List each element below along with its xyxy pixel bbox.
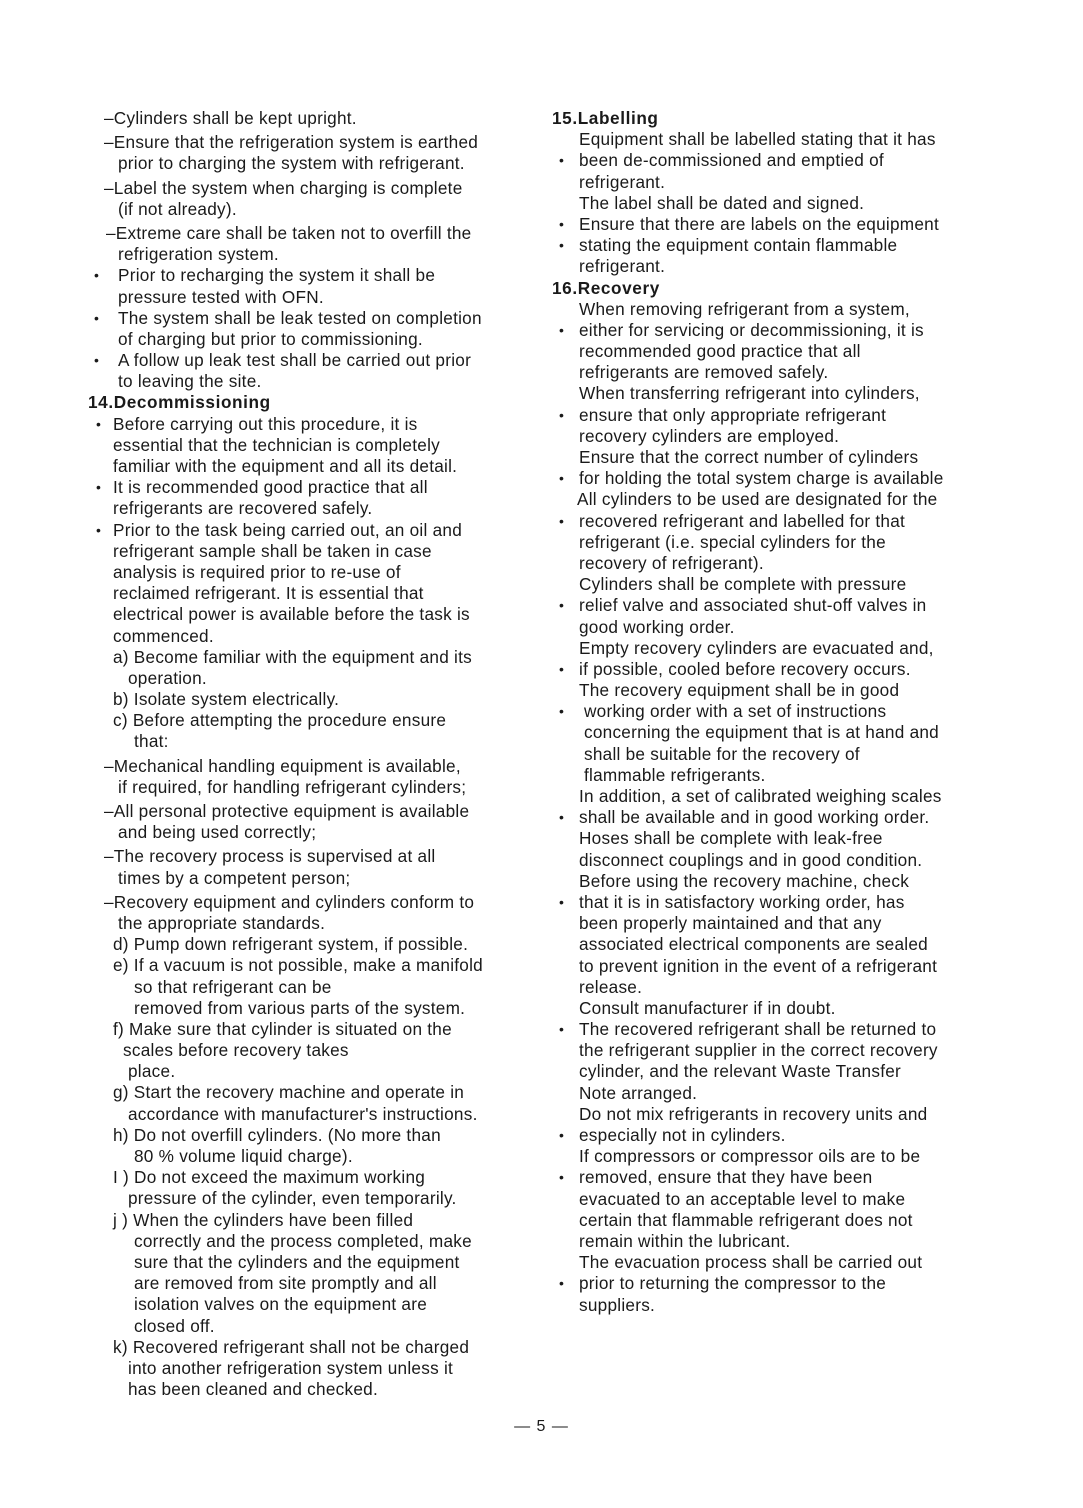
text-line bbox=[552, 913, 1012, 934]
line-text: suppliers. bbox=[579, 1294, 656, 1315]
line-text: prior to returning the compressor to the bbox=[579, 1273, 887, 1294]
text-line bbox=[552, 701, 1012, 722]
text-line bbox=[552, 680, 1012, 701]
line-text: removed from various parts of the system. bbox=[134, 997, 466, 1018]
text-line bbox=[88, 223, 548, 244]
bullet-icon: • bbox=[559, 1021, 565, 1038]
text-line bbox=[88, 520, 548, 541]
line-text: associated electrical components are sealed bbox=[579, 934, 928, 955]
bullet-icon: • bbox=[559, 1127, 565, 1143]
line-text: and being used correctly; bbox=[118, 822, 317, 843]
line-text: 16.Recovery bbox=[552, 277, 660, 298]
text-line bbox=[88, 604, 548, 625]
line-text: to leaving the site. bbox=[118, 371, 262, 392]
line-text: Hoses shall be complete with leak-free bbox=[579, 828, 883, 849]
text-line bbox=[88, 1273, 548, 1294]
text-line bbox=[88, 1252, 548, 1273]
text-line bbox=[552, 1125, 1012, 1146]
line-text: disconnect couplings and in good condition. bbox=[579, 849, 923, 870]
line-text: The evacuation process shall be carried out bbox=[579, 1252, 923, 1273]
text-line bbox=[88, 689, 548, 710]
text-line bbox=[88, 1337, 548, 1358]
line-text: accordance with manufacturer's instructions. bbox=[128, 1103, 478, 1124]
line-text: times by a competent person; bbox=[118, 867, 351, 888]
text-line bbox=[88, 583, 548, 604]
section-heading bbox=[552, 278, 1012, 299]
line-text: that it is in satisfactory working order, has bbox=[579, 891, 905, 912]
text-line bbox=[88, 756, 548, 777]
line-text: c) Before attempting the procedure ensure bbox=[113, 710, 447, 731]
text-line bbox=[88, 710, 548, 731]
line-text: refrigerant sample shall be taken in case bbox=[113, 540, 432, 561]
bullet-icon: • bbox=[94, 309, 100, 326]
line-text: refrigerant. bbox=[579, 171, 666, 192]
text-line bbox=[552, 405, 1012, 426]
text-line bbox=[88, 541, 548, 562]
line-text: –Recovery equipment and cylinders conform to bbox=[104, 891, 475, 912]
line-text: The label shall be dated and signed. bbox=[579, 192, 865, 213]
line-text: commenced. bbox=[113, 625, 214, 646]
text-line bbox=[88, 414, 548, 435]
text-line bbox=[552, 532, 1012, 553]
bullet-icon: • bbox=[94, 267, 100, 284]
line-text: been de-commissioned and emptied of bbox=[579, 150, 884, 171]
right-column bbox=[552, 108, 1012, 1316]
text-line bbox=[552, 1104, 1012, 1125]
text-line bbox=[88, 199, 548, 220]
text-line bbox=[88, 777, 548, 798]
text-line bbox=[88, 626, 548, 647]
text-line bbox=[88, 1358, 548, 1379]
line-text: 14.Decommissioning bbox=[88, 392, 271, 413]
line-text: –Mechanical handling equipment is available, bbox=[104, 755, 461, 776]
text-line bbox=[88, 265, 548, 286]
text-line bbox=[552, 1210, 1012, 1231]
bullet-icon: • bbox=[559, 215, 565, 232]
text-line bbox=[88, 371, 548, 392]
line-text: removed, ensure that they have been bbox=[579, 1167, 873, 1188]
bullet-icon: • bbox=[96, 521, 102, 538]
text-line bbox=[552, 807, 1012, 828]
text-line bbox=[88, 1316, 548, 1337]
bullet-icon: • bbox=[559, 703, 565, 720]
text-line bbox=[88, 801, 548, 822]
text-line bbox=[88, 1082, 548, 1103]
line-text: to prevent ignition in the event of a refrigerant bbox=[579, 955, 938, 976]
text-line bbox=[88, 1231, 548, 1252]
text-line bbox=[552, 256, 1012, 277]
text-line bbox=[88, 1188, 548, 1209]
text-line bbox=[88, 287, 548, 308]
line-text: the refrigerant supplier in the correct recovery bbox=[579, 1040, 938, 1061]
text-line bbox=[552, 998, 1012, 1019]
text-line bbox=[88, 913, 548, 934]
text-line bbox=[552, 595, 1012, 616]
text-line bbox=[552, 744, 1012, 765]
text-line bbox=[552, 235, 1012, 256]
bullet-icon: • bbox=[559, 512, 565, 529]
text-line bbox=[552, 934, 1012, 955]
text-line bbox=[88, 1167, 548, 1188]
bullet-icon: • bbox=[559, 1275, 565, 1292]
bullet-icon: • bbox=[559, 597, 565, 614]
line-text: concerning the equipment that is at hand and bbox=[584, 722, 939, 743]
text-line bbox=[88, 562, 548, 583]
text-line bbox=[88, 244, 548, 265]
line-text: When removing refrigerant from a system, bbox=[579, 298, 910, 319]
line-text: correctly and the process completed, make bbox=[134, 1230, 472, 1251]
line-text: Before using the recovery machine, check bbox=[579, 870, 910, 891]
text-line bbox=[552, 1146, 1012, 1167]
line-text: either for servicing or decommissioning, it is bbox=[579, 319, 924, 340]
bullet-icon: • bbox=[96, 415, 102, 432]
line-text: Equipment shall be labelled stating that it has bbox=[579, 129, 936, 150]
line-text: 15.Labelling bbox=[552, 108, 659, 128]
line-text: relief valve and associated shut-off valves in bbox=[579, 595, 927, 616]
line-text: The recovered refrigerant shall be returned to bbox=[579, 1019, 937, 1040]
bullet-icon: • bbox=[559, 1169, 565, 1186]
page-number-value: 5 bbox=[536, 1418, 547, 1435]
text-line bbox=[552, 511, 1012, 532]
line-text: j ) When the cylinders have been filled bbox=[113, 1209, 414, 1230]
text-line bbox=[88, 1040, 548, 1061]
line-text: sure that the cylinders and the equipment bbox=[134, 1251, 460, 1272]
line-text: cylinder, and the relevant Waste Transfer bbox=[579, 1061, 902, 1082]
text-line bbox=[552, 1295, 1012, 1316]
text-line bbox=[88, 435, 548, 456]
line-text: so that refrigerant can be bbox=[134, 976, 332, 997]
line-text: It is recommended good practice that all bbox=[113, 477, 428, 498]
bullet-icon: • bbox=[559, 893, 565, 910]
text-line bbox=[88, 1210, 548, 1231]
text-line bbox=[552, 383, 1012, 404]
line-text: g) Start the recovery machine and operate in bbox=[113, 1082, 465, 1103]
text-line bbox=[552, 468, 1012, 489]
line-text: The system shall be leak tested on completion bbox=[118, 307, 482, 328]
text-line bbox=[552, 426, 1012, 447]
text-line bbox=[88, 477, 548, 498]
line-text: f) Make sure that cylinder is situated on the bbox=[113, 1018, 452, 1039]
line-text: working order with a set of instructions bbox=[584, 701, 887, 722]
line-text: Prior to the task being carried out, an oil and bbox=[113, 519, 463, 540]
text-line bbox=[88, 1019, 548, 1040]
left-column bbox=[88, 108, 548, 1400]
text-line bbox=[88, 132, 548, 153]
text-line bbox=[552, 447, 1012, 468]
text-line bbox=[552, 1167, 1012, 1188]
line-text: Prior to recharging the system it shall be bbox=[118, 265, 436, 286]
line-text: The recovery equipment shall be in good bbox=[579, 680, 900, 701]
line-text: –Cylinders shall be kept upright. bbox=[104, 108, 357, 128]
text-line bbox=[88, 1125, 548, 1146]
text-line bbox=[552, 638, 1012, 659]
text-line bbox=[552, 214, 1012, 235]
line-text: refrigerant (i.e. special cylinders for the bbox=[579, 531, 886, 552]
text-line bbox=[552, 1231, 1012, 1252]
section-heading bbox=[88, 392, 548, 413]
line-text: scales before recovery takes bbox=[123, 1040, 349, 1061]
line-text: recovered refrigerant and labelled for that bbox=[579, 510, 906, 531]
line-text: –Extreme care shall be taken not to overfill the bbox=[106, 222, 472, 243]
line-text: All cylinders to be used are designated for the bbox=[577, 489, 938, 510]
line-text: Empty recovery cylinders are evacuated and, bbox=[579, 637, 934, 658]
text-line bbox=[88, 108, 548, 129]
line-text: has been cleaned and checked. bbox=[128, 1379, 378, 1400]
line-text: remain within the lubricant. bbox=[579, 1230, 791, 1251]
bullet-icon: • bbox=[559, 660, 565, 677]
line-text: –Ensure that the refrigeration system is earthed bbox=[104, 132, 479, 153]
text-line bbox=[88, 846, 548, 867]
line-text: isolation valves on the equipment are bbox=[134, 1294, 428, 1315]
line-text: shall be available and in good working order. bbox=[579, 807, 930, 828]
text-line bbox=[88, 456, 548, 477]
text-line bbox=[552, 617, 1012, 638]
line-text: good working order. bbox=[579, 616, 735, 637]
line-text: If compressors or compressor oils are to be bbox=[579, 1146, 921, 1167]
text-line bbox=[552, 150, 1012, 171]
text-line bbox=[552, 1019, 1012, 1040]
line-text: A follow up leak test shall be carried out prior bbox=[118, 350, 472, 371]
line-text: recovery of refrigerant). bbox=[579, 552, 764, 573]
text-line bbox=[88, 153, 548, 174]
line-text: I ) Do not exceed the maximum working bbox=[113, 1167, 426, 1188]
line-text: –All personal protective equipment is available bbox=[104, 801, 470, 821]
text-line bbox=[552, 828, 1012, 849]
line-text: –The recovery process is supervised at all bbox=[104, 846, 436, 867]
text-line bbox=[88, 329, 548, 350]
page-number: — 5 — bbox=[514, 1418, 569, 1435]
text-line bbox=[552, 362, 1012, 383]
bullet-icon: • bbox=[559, 809, 565, 826]
line-text: h) Do not overfill cylinders. (No more than bbox=[113, 1124, 441, 1145]
text-line bbox=[88, 1061, 548, 1082]
line-text: refrigerant. bbox=[579, 256, 666, 277]
line-text: e) If a vacuum is not possible, make a manifold bbox=[113, 955, 483, 976]
text-line bbox=[88, 892, 548, 913]
text-line bbox=[552, 871, 1012, 892]
line-text: recommended good practice that all bbox=[579, 341, 861, 362]
line-text: electrical power is available before the task is bbox=[113, 604, 470, 625]
line-text: d) Pump down refrigerant system, if possible. bbox=[113, 934, 469, 955]
line-text: Consult manufacturer if in doubt. bbox=[579, 997, 836, 1018]
bullet-icon: • bbox=[559, 321, 565, 338]
line-text: k) Recovered refrigerant shall not be charged bbox=[113, 1336, 470, 1357]
text-line bbox=[88, 1146, 548, 1167]
line-text: a) Become familiar with the equipment and its bbox=[113, 646, 472, 667]
text-line bbox=[88, 350, 548, 371]
line-text: –Label the system when charging is complete bbox=[104, 177, 463, 198]
line-text: When transferring refrigerant into cylinders, bbox=[579, 383, 920, 404]
line-text: Ensure that there are labels on the equipment bbox=[579, 213, 940, 234]
text-line bbox=[552, 320, 1012, 341]
line-text: evacuated to an acceptable level to make bbox=[579, 1188, 906, 1209]
line-text: place. bbox=[128, 1061, 176, 1082]
text-line bbox=[552, 574, 1012, 595]
text-line bbox=[552, 1083, 1012, 1104]
text-line bbox=[88, 1294, 548, 1315]
bullet-icon: • bbox=[559, 152, 565, 169]
text-line bbox=[88, 955, 548, 976]
text-line bbox=[552, 722, 1012, 743]
line-text: (if not already). bbox=[118, 198, 237, 219]
line-text: prior to charging the system with refrigerant. bbox=[118, 153, 465, 174]
text-line bbox=[88, 498, 548, 519]
bullet-icon: • bbox=[96, 479, 102, 496]
line-text: shall be suitable for the recovery of bbox=[584, 743, 860, 764]
text-line bbox=[552, 341, 1012, 362]
text-line bbox=[552, 489, 1012, 510]
line-text: pressure of the cylinder, even temporarily. bbox=[128, 1188, 457, 1209]
line-text: In addition, a set of calibrated weighing scales bbox=[579, 786, 942, 806]
text-line bbox=[552, 1189, 1012, 1210]
line-text: pressure tested with OFN. bbox=[118, 286, 324, 307]
line-text: essential that the technician is completely bbox=[113, 434, 440, 455]
bullet-icon: • bbox=[559, 237, 565, 254]
text-line bbox=[552, 299, 1012, 320]
line-text: reclaimed refrigerant. It is essential that bbox=[113, 583, 424, 604]
text-line bbox=[88, 731, 548, 752]
text-line bbox=[552, 1252, 1012, 1273]
text-line bbox=[552, 659, 1012, 680]
text-line bbox=[552, 765, 1012, 786]
text-line bbox=[88, 934, 548, 955]
text-line bbox=[88, 1379, 548, 1400]
text-line bbox=[552, 172, 1012, 193]
line-text: closed off. bbox=[134, 1315, 215, 1336]
line-text: refrigerants are recovered safely. bbox=[113, 498, 373, 519]
line-text: for holding the total system charge is available bbox=[579, 468, 944, 489]
line-text: flammable refrigerants. bbox=[584, 764, 766, 785]
text-line bbox=[88, 647, 548, 668]
text-line bbox=[552, 1040, 1012, 1061]
text-line bbox=[88, 868, 548, 889]
line-text: recovery cylinders are employed. bbox=[579, 425, 840, 446]
line-text: refrigerants are removed safely. bbox=[579, 362, 829, 383]
line-text: if possible, cooled before recovery occurs. bbox=[579, 658, 911, 679]
bullet-icon: • bbox=[559, 406, 565, 423]
line-text: familiar with the equipment and all its detail. bbox=[113, 456, 458, 476]
text-line bbox=[552, 786, 1012, 807]
text-line bbox=[552, 1061, 1012, 1082]
line-text: into another refrigeration system unless it bbox=[128, 1357, 454, 1378]
text-line bbox=[88, 998, 548, 1019]
line-text: especially not in cylinders. bbox=[579, 1125, 786, 1145]
line-text: been properly maintained and that any bbox=[579, 913, 882, 934]
line-text: the appropriate standards. bbox=[118, 912, 326, 933]
section-heading bbox=[552, 108, 1012, 129]
text-line bbox=[88, 668, 548, 689]
line-text: Do not mix refrigerants in recovery units and bbox=[579, 1103, 928, 1124]
line-text: certain that flammable refrigerant does not bbox=[579, 1209, 913, 1230]
bullet-icon: • bbox=[559, 470, 565, 487]
text-line bbox=[552, 850, 1012, 871]
bullet-icon: • bbox=[94, 352, 100, 369]
text-line bbox=[552, 956, 1012, 977]
text-line bbox=[552, 129, 1012, 150]
line-text: b) Isolate system electrically. bbox=[113, 689, 340, 710]
line-text: stating the equipment contain flammable bbox=[579, 235, 898, 256]
line-text: refrigeration system. bbox=[118, 244, 279, 265]
text-line bbox=[88, 822, 548, 843]
line-text: if required, for handling refrigerant cylinders; bbox=[118, 776, 467, 797]
line-text: that: bbox=[134, 731, 169, 752]
text-line bbox=[88, 1104, 548, 1125]
line-text: operation. bbox=[128, 667, 207, 688]
line-text: are removed from site promptly and all bbox=[134, 1273, 437, 1294]
line-text: analysis is required prior to re-use of bbox=[113, 561, 401, 582]
line-text: Note arranged. bbox=[579, 1082, 698, 1103]
line-text: 80 % volume liquid charge). bbox=[134, 1146, 353, 1166]
text-line bbox=[552, 1273, 1012, 1294]
text-line bbox=[88, 308, 548, 329]
text-line bbox=[552, 892, 1012, 913]
text-line bbox=[552, 553, 1012, 574]
line-text: Ensure that the correct number of cylinders bbox=[579, 447, 919, 467]
line-text: Cylinders shall be complete with pressure bbox=[579, 574, 907, 595]
text-line bbox=[552, 193, 1012, 214]
text-line bbox=[88, 178, 548, 199]
text-line bbox=[552, 977, 1012, 998]
line-text: of charging but prior to commissioning. bbox=[118, 328, 423, 349]
line-text: Before carrying out this procedure, it is bbox=[113, 413, 418, 434]
line-text: release. bbox=[579, 976, 643, 997]
text-line bbox=[88, 977, 548, 998]
line-text: ensure that only appropriate refrigerant bbox=[579, 404, 887, 425]
